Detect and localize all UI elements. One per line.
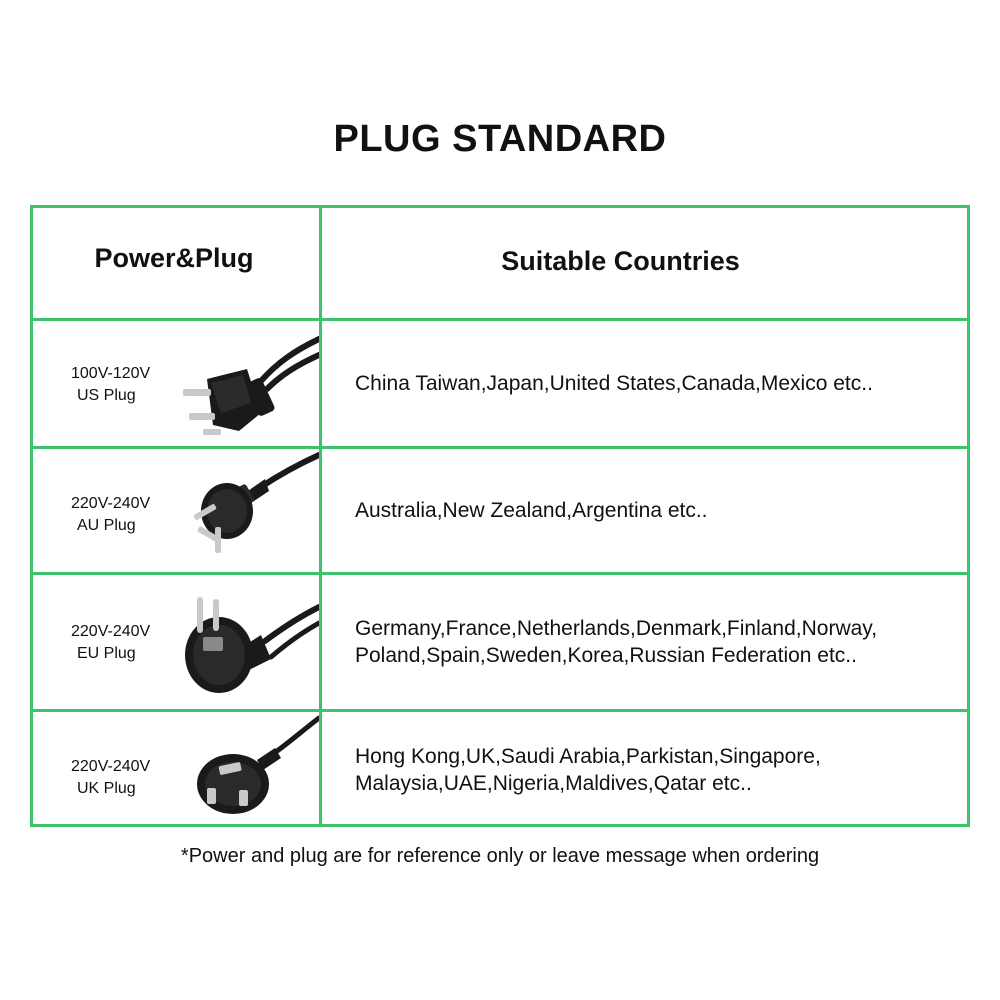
plug-type-label: UK Plug [77, 780, 136, 797]
header-cell-countries [322, 208, 967, 318]
plug-label [71, 621, 150, 665]
au-plug-icon [169, 449, 319, 572]
plug-label [71, 756, 150, 800]
countries-cell [322, 449, 967, 572]
plug-label [71, 363, 150, 407]
countries-text [355, 321, 963, 446]
page-title: PLUG STANDARD [333, 118, 667, 160]
plug-cell [33, 321, 319, 446]
voltage-label: 220V-240V [71, 495, 151, 512]
countries-cell [322, 712, 967, 827]
table-row [33, 575, 967, 709]
voltage-label: 100V-120V [71, 365, 151, 382]
header-power-plug: Power&Plug [94, 242, 254, 273]
table-row [33, 449, 967, 572]
countries-line: Poland,Spain,Sweden,Korea,Russian Federation etc.. [355, 644, 857, 667]
header-cell-power-plug [33, 208, 319, 318]
plug-type-label: EU Plug [77, 645, 136, 662]
table-header-row [33, 208, 967, 318]
countries-line: Germany,France,Netherlands,Denmark,Finland,Norway, [355, 617, 878, 640]
header-suitable-countries: Suitable Countries [501, 245, 740, 276]
countries-line: Hong Kong,UK,Saudi Arabia,Parkistan,Singapore, [355, 744, 821, 768]
countries-text [355, 449, 963, 572]
us-plug-icon [169, 321, 319, 446]
footnote: *Power and plug are for reference only or leave message when ordering [180, 845, 820, 867]
eu-plug-icon [169, 575, 319, 709]
countries-line: Malaysia,UAE,Nigeria,Maldives,Qatar etc.. [355, 771, 752, 795]
table-row [33, 321, 967, 446]
plug-type-label: AU Plug [77, 517, 136, 534]
uk-plug-icon [169, 712, 319, 827]
countries-line: Australia,New Zealand,Argentina etc.. [355, 499, 708, 522]
plug-standard-table [30, 205, 970, 827]
voltage-label: 220V-240V [71, 758, 151, 775]
plug-cell [33, 712, 319, 827]
plug-cell [33, 575, 319, 709]
countries-line: China Taiwan,Japan,United States,Canada,Mexico etc.. [355, 372, 873, 395]
countries-text [355, 575, 963, 709]
plug-label [71, 493, 150, 537]
countries-cell [322, 575, 967, 709]
voltage-label: 220V-240V [71, 623, 151, 640]
table-row [33, 712, 967, 827]
countries-text [355, 712, 963, 827]
plug-type-label: US Plug [77, 387, 136, 404]
plug-cell [33, 449, 319, 572]
countries-cell [322, 321, 967, 446]
